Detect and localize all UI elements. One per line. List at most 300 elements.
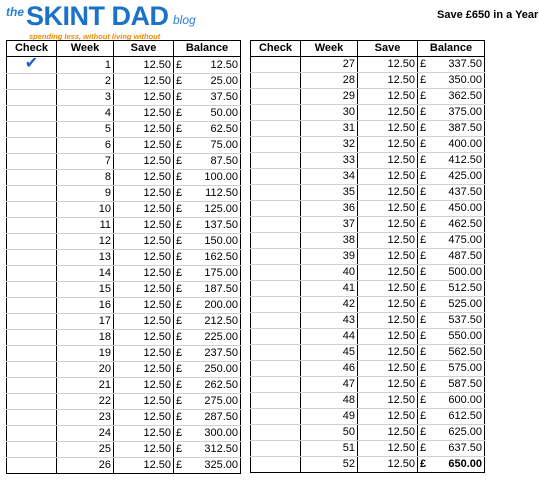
currency-symbol: £ (420, 170, 427, 182)
save-cell: 12.50 (114, 202, 174, 218)
currency-symbol: £ (176, 123, 183, 135)
check-cell[interactable] (7, 186, 57, 202)
table-row (7, 138, 241, 154)
table-row (7, 458, 241, 474)
balance-value (420, 249, 482, 264)
balance-cell (174, 314, 241, 330)
check-cell[interactable] (7, 234, 57, 250)
check-cell[interactable] (251, 297, 301, 313)
check-cell[interactable] (7, 122, 57, 138)
balance-value (420, 393, 482, 408)
check-cell[interactable] (251, 441, 301, 457)
check-cell[interactable] (7, 410, 57, 426)
balance-value (176, 378, 238, 393)
table-row (251, 249, 485, 265)
balance-value (420, 201, 482, 216)
week-cell: 52 (301, 457, 358, 473)
balance-cell (418, 265, 485, 281)
save-cell: 12.50 (114, 122, 174, 138)
table-row (251, 441, 485, 457)
check-cell[interactable] (7, 57, 57, 74)
check-cell[interactable] (251, 393, 301, 409)
balance-cell (418, 457, 485, 473)
check-cell[interactable] (251, 169, 301, 185)
check-cell[interactable] (7, 266, 57, 282)
check-cell[interactable] (251, 425, 301, 441)
balance-amount: 475.00 (448, 234, 482, 246)
week-cell: 39 (301, 249, 358, 265)
table-row (7, 330, 241, 346)
save-cell: 12.50 (358, 185, 418, 201)
balance-amount: 187.50 (204, 283, 238, 295)
logo-the: the (6, 5, 24, 19)
header-balance: Balance (174, 41, 241, 57)
week-cell: 5 (57, 122, 114, 138)
week-cell: 34 (301, 169, 358, 185)
check-cell[interactable] (7, 362, 57, 378)
table-row (7, 218, 241, 234)
check-cell[interactable] (7, 458, 57, 474)
check-cell[interactable] (7, 394, 57, 410)
balance-cell (418, 153, 485, 169)
header-check: Check (251, 41, 301, 57)
page-title: Save £650 in a Year (437, 9, 539, 21)
check-cell[interactable] (251, 265, 301, 281)
currency-symbol: £ (176, 427, 183, 439)
balance-amount: 537.50 (448, 314, 482, 326)
balance-cell (174, 282, 241, 298)
balance-value (176, 234, 238, 249)
balance-value (420, 137, 482, 152)
check-cell[interactable] (7, 250, 57, 266)
balance-cell (174, 90, 241, 106)
balance-value (420, 425, 482, 440)
currency-symbol: £ (420, 218, 427, 230)
check-cell[interactable] (251, 345, 301, 361)
balance-value (176, 170, 238, 185)
currency-symbol: £ (420, 458, 427, 470)
balance-amount: 437.50 (448, 186, 482, 198)
header-save: Save (358, 41, 418, 57)
currency-symbol: £ (420, 250, 427, 262)
week-cell: 3 (57, 90, 114, 106)
balance-amount: 300.00 (204, 427, 238, 439)
balance-cell (418, 425, 485, 441)
check-cell[interactable] (7, 298, 57, 314)
check-cell[interactable] (251, 457, 301, 473)
table-row (251, 185, 485, 201)
check-cell[interactable] (7, 74, 57, 90)
save-cell: 12.50 (358, 233, 418, 249)
balance-value (420, 329, 482, 344)
balance-value (176, 282, 238, 297)
week-cell: 26 (57, 458, 114, 474)
save-cell: 12.50 (114, 346, 174, 362)
currency-symbol: £ (176, 299, 183, 311)
balance-amount: 337.50 (448, 58, 482, 70)
balance-value (420, 121, 482, 136)
balance-cell (418, 217, 485, 233)
table-row (7, 202, 241, 218)
check-cell[interactable] (251, 137, 301, 153)
currency-symbol: £ (420, 298, 427, 310)
table-row (7, 282, 241, 298)
balance-amount: 600.00 (448, 394, 482, 406)
week-cell: 21 (57, 378, 114, 394)
save-cell: 12.50 (358, 329, 418, 345)
table-row (7, 266, 241, 282)
currency-symbol: £ (176, 91, 183, 103)
save-cell: 12.50 (114, 138, 174, 154)
currency-symbol: £ (176, 58, 183, 71)
balance-value (176, 186, 238, 201)
balance-amount: 625.00 (448, 426, 482, 438)
save-cell: 12.50 (358, 297, 418, 313)
currency-symbol: £ (176, 187, 183, 199)
balance-value (176, 106, 238, 121)
week-cell: 31 (301, 121, 358, 137)
table-row (251, 121, 485, 137)
week-cell: 50 (301, 425, 358, 441)
balance-cell (174, 298, 241, 314)
balance-amount: 225.00 (204, 331, 238, 343)
savings-table-weeks-27-52 (250, 40, 485, 473)
currency-symbol: £ (420, 378, 427, 390)
table-row (7, 234, 241, 250)
save-cell: 12.50 (358, 345, 418, 361)
check-cell[interactable] (7, 378, 57, 394)
balance-amount: 550.00 (448, 330, 482, 342)
balance-amount: 512.50 (448, 282, 482, 294)
week-cell: 32 (301, 137, 358, 153)
balance-value (420, 313, 482, 328)
check-cell[interactable] (7, 106, 57, 122)
currency-symbol: £ (176, 107, 183, 119)
save-cell: 12.50 (358, 201, 418, 217)
balance-cell (174, 458, 241, 474)
header-balance: Balance (418, 41, 485, 57)
balance-amount: 462.50 (448, 218, 482, 230)
table-row (251, 393, 485, 409)
save-cell: 12.50 (358, 169, 418, 185)
balance-cell (174, 186, 241, 202)
balance-cell (174, 74, 241, 90)
table-row (7, 426, 241, 442)
week-cell: 30 (301, 105, 358, 121)
table-row (7, 298, 241, 314)
save-cell: 12.50 (358, 409, 418, 425)
balance-cell (174, 330, 241, 346)
balance-value (420, 185, 482, 200)
currency-symbol: £ (420, 154, 427, 166)
balance-value (420, 217, 482, 232)
header-save: Save (114, 41, 174, 57)
currency-symbol: £ (176, 171, 183, 183)
currency-symbol: £ (420, 90, 427, 102)
save-cell: 12.50 (358, 377, 418, 393)
currency-symbol: £ (176, 283, 183, 295)
check-cell[interactable] (251, 89, 301, 105)
currency-symbol: £ (420, 442, 427, 454)
checkmark-icon: ✔ (24, 56, 39, 72)
balance-amount: 162.50 (204, 251, 238, 263)
check-cell[interactable] (251, 57, 301, 73)
currency-symbol: £ (176, 347, 183, 359)
table-row (7, 378, 241, 394)
check-cell[interactable] (251, 249, 301, 265)
balance-value (420, 73, 482, 88)
check-cell[interactable] (251, 281, 301, 297)
balance-cell (418, 137, 485, 153)
save-cell: 12.50 (358, 121, 418, 137)
balance-value (176, 362, 238, 377)
table-row (7, 170, 241, 186)
check-cell[interactable] (251, 121, 301, 137)
balance-cell (174, 170, 241, 186)
table-row (7, 410, 241, 426)
check-cell[interactable] (7, 90, 57, 106)
check-cell[interactable] (251, 313, 301, 329)
currency-symbol: £ (176, 139, 183, 151)
table-row (251, 105, 485, 121)
currency-symbol: £ (176, 331, 183, 343)
balance-value (176, 138, 238, 153)
balance-amount: 525.00 (448, 298, 482, 310)
balance-amount: 75.00 (210, 139, 238, 151)
save-cell: 12.50 (358, 57, 418, 73)
table-row (251, 297, 485, 313)
balance-amount: 575.00 (448, 362, 482, 374)
check-cell[interactable] (7, 138, 57, 154)
balance-cell (174, 122, 241, 138)
balance-amount: 200.00 (204, 299, 238, 311)
balance-cell (418, 281, 485, 297)
balance-cell (418, 185, 485, 201)
balance-cell (418, 105, 485, 121)
currency-symbol: £ (176, 75, 183, 87)
table-row (251, 329, 485, 345)
logo-blog: blog (173, 13, 196, 27)
save-cell: 12.50 (114, 362, 174, 378)
balance-amount: 100.00 (204, 171, 238, 183)
balance-cell (418, 329, 485, 345)
balance-cell (174, 57, 241, 74)
check-cell[interactable] (7, 314, 57, 330)
currency-symbol: £ (420, 186, 427, 198)
balance-cell (174, 394, 241, 410)
balance-amount: 450.00 (448, 202, 482, 214)
table-row (251, 137, 485, 153)
balance-amount: 25.00 (210, 75, 238, 87)
check-cell[interactable] (7, 202, 57, 218)
save-cell: 12.50 (358, 457, 418, 473)
week-cell: 43 (301, 313, 358, 329)
check-cell[interactable] (251, 105, 301, 121)
check-cell[interactable] (251, 185, 301, 201)
balance-amount: 312.50 (204, 443, 238, 455)
check-cell[interactable] (7, 218, 57, 234)
balance-cell (174, 234, 241, 250)
table-row (251, 217, 485, 233)
balance-cell (174, 426, 241, 442)
save-cell: 12.50 (114, 282, 174, 298)
table-row (7, 186, 241, 202)
save-cell: 12.50 (114, 442, 174, 458)
balance-amount: 125.00 (204, 203, 238, 215)
table-row (7, 362, 241, 378)
week-cell: 12 (57, 234, 114, 250)
currency-symbol: £ (420, 330, 427, 342)
balance-value (420, 169, 482, 184)
week-cell: 15 (57, 282, 114, 298)
save-cell: 12.50 (114, 410, 174, 426)
balance-value (176, 266, 238, 281)
balance-amount: 562.50 (448, 346, 482, 358)
balance-cell (418, 121, 485, 137)
check-cell[interactable] (251, 153, 301, 169)
check-cell[interactable] (251, 217, 301, 233)
table-row (7, 346, 241, 362)
table-row (7, 122, 241, 138)
table-row (251, 345, 485, 361)
week-cell: 36 (301, 201, 358, 217)
save-cell: 12.50 (358, 361, 418, 377)
balance-cell (418, 409, 485, 425)
week-cell: 7 (57, 154, 114, 170)
balance-value (176, 154, 238, 169)
logo-tagline: spending less, without living without (29, 32, 161, 41)
balance-amount: 650.00 (448, 458, 482, 470)
table-row (251, 265, 485, 281)
check-cell[interactable] (251, 73, 301, 89)
week-cell: 35 (301, 185, 358, 201)
balance-cell (418, 345, 485, 361)
week-cell: 22 (57, 394, 114, 410)
currency-symbol: £ (176, 363, 183, 375)
currency-symbol: £ (420, 314, 427, 326)
balance-amount: 87.50 (210, 155, 238, 167)
week-cell: 23 (57, 410, 114, 426)
balance-cell (418, 441, 485, 457)
save-cell: 12.50 (114, 314, 174, 330)
week-cell: 25 (57, 442, 114, 458)
save-cell: 12.50 (114, 298, 174, 314)
header-week: Week (57, 41, 114, 57)
header-row (251, 41, 485, 57)
balance-value (176, 202, 238, 217)
balance-cell (174, 154, 241, 170)
balance-value (420, 377, 482, 392)
balance-value (420, 233, 482, 248)
table-row (251, 457, 485, 473)
balance-amount: 112.50 (205, 187, 238, 199)
currency-symbol: £ (176, 219, 183, 231)
balance-value (420, 89, 482, 104)
balance-value (176, 410, 238, 425)
balance-cell (418, 73, 485, 89)
header-row (7, 41, 241, 57)
check-cell[interactable] (7, 170, 57, 186)
week-cell: 14 (57, 266, 114, 282)
check-cell[interactable] (251, 201, 301, 217)
save-cell: 12.50 (358, 441, 418, 457)
currency-symbol: £ (176, 267, 183, 279)
balance-amount: 400.00 (448, 138, 482, 150)
table-row (251, 281, 485, 297)
save-cell: 12.50 (358, 217, 418, 233)
check-cell[interactable] (7, 442, 57, 458)
balance-amount: 137.50 (204, 219, 238, 231)
currency-symbol: £ (420, 426, 427, 438)
balance-amount: 637.50 (448, 442, 482, 454)
table-row (251, 409, 485, 425)
week-cell: 17 (57, 314, 114, 330)
balance-amount: 237.50 (204, 347, 238, 359)
table-row (251, 153, 485, 169)
check-cell[interactable] (7, 154, 57, 170)
check-cell[interactable] (251, 361, 301, 377)
currency-symbol: £ (420, 410, 427, 422)
table-row (251, 361, 485, 377)
balance-amount: 12.50 (210, 58, 238, 71)
balance-amount: 387.50 (448, 122, 482, 134)
balance-value (176, 394, 238, 409)
savings-table-weeks-1-26 (6, 40, 241, 474)
week-cell: 27 (301, 57, 358, 73)
balance-cell (418, 377, 485, 393)
currency-symbol: £ (420, 346, 427, 358)
week-cell: 10 (57, 202, 114, 218)
balance-value (176, 90, 238, 105)
balance-value (176, 298, 238, 313)
balance-value (420, 409, 482, 424)
check-cell[interactable] (7, 346, 57, 362)
table-body-right (251, 57, 485, 473)
save-cell: 12.50 (358, 105, 418, 121)
week-cell: 2 (57, 74, 114, 90)
save-cell: 12.50 (114, 106, 174, 122)
balance-value (420, 265, 482, 280)
check-cell[interactable] (251, 409, 301, 425)
week-cell: 18 (57, 330, 114, 346)
save-cell: 12.50 (358, 281, 418, 297)
check-cell[interactable] (251, 233, 301, 249)
balance-value (420, 281, 482, 296)
check-cell[interactable] (251, 377, 301, 393)
balance-value (176, 442, 238, 457)
currency-symbol: £ (420, 58, 427, 70)
balance-cell (174, 202, 241, 218)
check-cell[interactable] (7, 426, 57, 442)
check-cell[interactable] (251, 329, 301, 345)
currency-symbol: £ (420, 202, 427, 214)
check-cell[interactable] (7, 330, 57, 346)
balance-cell (174, 378, 241, 394)
save-cell: 12.50 (114, 218, 174, 234)
save-cell: 12.50 (114, 250, 174, 266)
table-row (7, 442, 241, 458)
balance-amount: 487.50 (448, 250, 482, 262)
save-cell: 12.50 (358, 73, 418, 89)
table-row (7, 394, 241, 410)
check-cell[interactable] (7, 282, 57, 298)
table-row (251, 57, 485, 73)
table-row (251, 169, 485, 185)
table-row (251, 233, 485, 249)
balance-value (420, 57, 482, 72)
week-cell: 19 (57, 346, 114, 362)
currency-symbol: £ (176, 395, 183, 407)
